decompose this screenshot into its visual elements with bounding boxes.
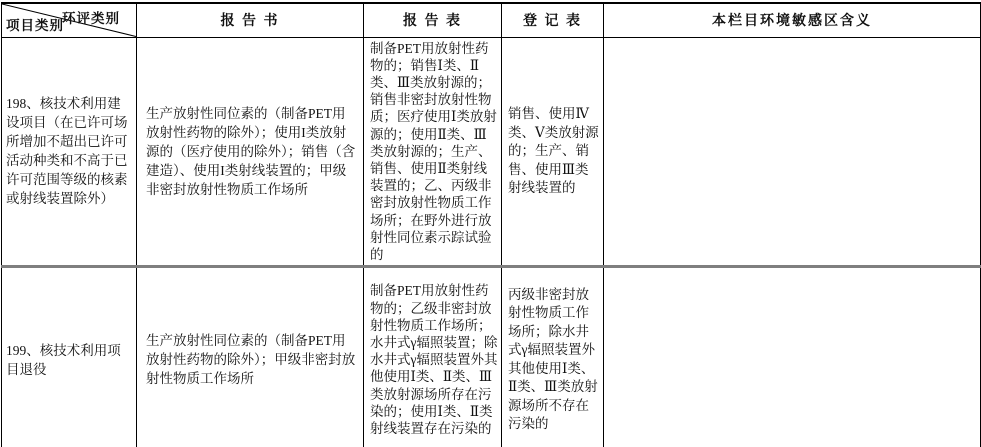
col-header-registration-form: 登 记 表 [502, 3, 604, 37]
table-body [2, 37, 981, 447]
cell-198-category: 198、核技术利用建设项目（在已许可场所增加不超出已许可活动种类和不高于已许可范围等级的核素或射线装置除外） [2, 37, 137, 267]
cell-198-report-book: 生产放射性同位素的（制备PET用放射性药物的除外）；使用I类放射源的（医疗使用的除外）；销售（含建造）、使用I类射线装置的；甲级非密封放射性物质工作场所 [137, 37, 364, 267]
col-header-report-book: 报 告 书 [137, 3, 364, 37]
cell-198-report-form: 制备PET用放射性药物的；销售Ⅰ类、Ⅱ类、Ⅲ类放射源的；销售非密封放射性物质；医疗使用Ⅰ类放射源的；使用Ⅱ类、Ⅲ类放射源的；生产、销售、使用Ⅱ类射线装置的；乙、丙级非密封放射性物质工作场所；在野外进行放射性同位素示踪试验的 [364, 37, 502, 267]
header-label-eia-category: 环评类别 [62, 11, 120, 26]
header-label-project-category: 项目类别 [6, 17, 64, 33]
cell-199-sensitive-area-meaning [604, 267, 981, 447]
table-row-199 [2, 267, 981, 447]
cell-198-sensitive-area-meaning [604, 37, 981, 267]
header-row [2, 3, 981, 37]
eia-category-table [1, 2, 981, 447]
col-header-sensitive-area-meaning: 本栏目环境敏感区含义 [604, 3, 981, 37]
table-row-198 [2, 37, 981, 267]
cell-198-registration-form: 销售、使用Ⅳ类、Ⅴ类放射源的；生产、销售、使用Ⅲ类射线装置的 [502, 37, 604, 267]
col-header-report-form: 报 告 表 [364, 3, 502, 37]
header-diagonal-cell [2, 3, 137, 37]
cell-199-category: 199、核技术利用项目退役 [2, 267, 137, 447]
cell-199-report-book: 生产放射性同位素的（制备PET用放射性药物的除外）；甲级非密封放射性物质工作场所 [137, 267, 364, 447]
cell-199-registration-form: 丙级非密封放射性物质工作场所；除水井式γ辐照装置外其他使用Ⅰ类、Ⅱ类、Ⅲ类放射源场所不存在污染的 [502, 267, 604, 447]
table-header [2, 3, 981, 37]
cell-199-report-form: 制备PET用放射性药物的；乙级非密封放射性物质工作场所；水井式γ辐照装置；除水井式γ辐照装置外其他使用Ⅰ类、Ⅱ类、Ⅲ类放射源场所存在污染的；使用Ⅰ类、Ⅱ类射线装置存在污染的 [364, 267, 502, 447]
